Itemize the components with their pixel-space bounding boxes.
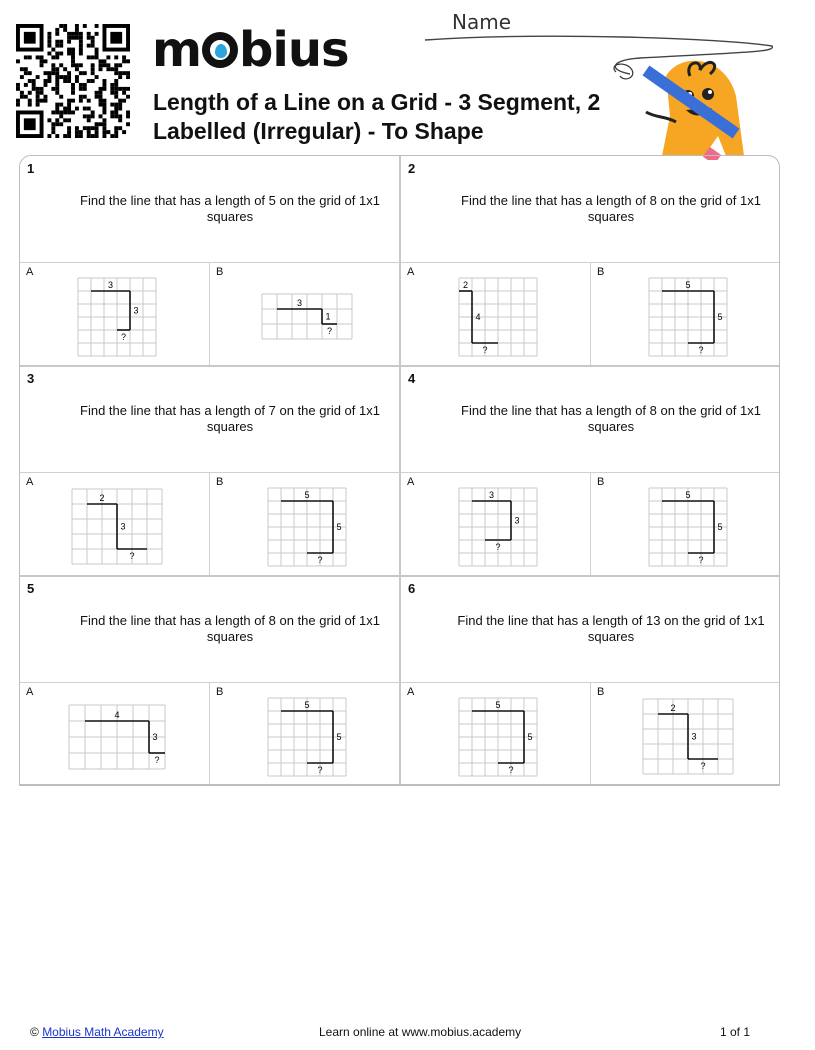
- line-grid-figure: [649, 278, 727, 356]
- segment-label: 3: [488, 490, 495, 500]
- line-grid-figure: [643, 699, 733, 774]
- answer-option-b[interactable]: [210, 682, 400, 785]
- line-grid-figure: [78, 278, 156, 356]
- question-number: 2: [408, 161, 416, 176]
- question-prompt: [20, 156, 400, 262]
- segment-label: ?: [317, 555, 323, 565]
- footer-copyright: © Mobius Math Academy: [30, 1025, 164, 1039]
- option-label: B: [216, 686, 224, 698]
- line-grid-figure: [649, 488, 727, 566]
- page-number: 1 of 1: [720, 1025, 751, 1039]
- segment-label: 3: [296, 298, 303, 308]
- option-label: A: [407, 686, 415, 698]
- segment-label: ?: [495, 542, 501, 552]
- answer-option-b[interactable]: [591, 262, 780, 365]
- question-number: 3: [27, 371, 35, 386]
- segment-label: 5: [685, 490, 691, 500]
- line-grid-figure: [459, 278, 537, 356]
- question-4: [401, 366, 780, 576]
- question-number: 4: [408, 371, 416, 386]
- logo-drop-icon: [202, 32, 238, 68]
- question-text: Find the line that has a length of 13 on the grid of 1x1 squares: [457, 613, 765, 644]
- segment-label: 5: [336, 522, 342, 532]
- question-text: Find the line that has a length of 8 on the grid of 1x1 squares: [461, 193, 761, 224]
- mobius-academy-link[interactable]: Mobius Math Academy: [42, 1025, 164, 1039]
- footer-center-text: Learn online at www.mobius.academy: [319, 1025, 522, 1039]
- segment-label: 3: [133, 305, 139, 316]
- question-number: 5: [27, 581, 35, 596]
- segment-label: 2: [670, 703, 676, 713]
- segment-label: 2: [462, 280, 469, 290]
- segment-label: ?: [698, 345, 704, 355]
- answer-option-b[interactable]: [591, 472, 780, 575]
- option-label: A: [26, 266, 34, 278]
- option-label: B: [216, 476, 224, 488]
- segment-label: ?: [482, 345, 488, 355]
- question-text: Find the line that has a length of 5 on the grid of 1x1 squares: [80, 193, 380, 224]
- question-number: 6: [408, 581, 416, 596]
- question-1: [20, 156, 400, 366]
- mobius-logo: m bius: [152, 22, 349, 78]
- segment-label: 5: [336, 732, 342, 742]
- question-prompt: [401, 576, 780, 682]
- question-text: Find the line that has a length of 8 on the grid of 1x1 squares: [80, 613, 380, 644]
- answer-option-a[interactable]: [401, 262, 591, 365]
- segment-label: ?: [698, 555, 704, 565]
- option-label: B: [597, 266, 605, 278]
- question-prompt: [20, 366, 400, 472]
- answer-option-a[interactable]: [20, 262, 210, 365]
- option-label: A: [407, 266, 415, 278]
- segment-label: 2: [99, 493, 105, 503]
- segment-label: 4: [114, 710, 120, 720]
- question-3: [20, 366, 400, 576]
- segment-label: 5: [304, 700, 310, 710]
- segment-label: 5: [717, 312, 723, 322]
- worksheet-grid: [19, 155, 780, 786]
- name-label: Name: [452, 10, 512, 34]
- option-label: A: [26, 476, 34, 488]
- option-label: B: [597, 686, 605, 698]
- segment-label: ?: [700, 761, 706, 771]
- line-grid-figure: [69, 705, 165, 769]
- segment-label: 5: [685, 280, 691, 290]
- line-grid-figure: [262, 294, 352, 339]
- question-2: [401, 156, 780, 366]
- segment-label: 5: [527, 732, 533, 742]
- question-text: Find the line that has a length of 8 on the grid of 1x1 squares: [461, 403, 761, 434]
- answer-option-b[interactable]: [210, 472, 400, 575]
- segment-label: 5: [717, 522, 723, 532]
- option-label: B: [216, 266, 224, 278]
- segment-label: 4: [475, 312, 481, 322]
- segment-label: 3: [691, 731, 697, 742]
- question-number: 1: [27, 161, 35, 176]
- segment-label: 3: [107, 280, 114, 290]
- segment-label: 5: [304, 490, 310, 500]
- segment-label: ?: [317, 765, 323, 775]
- question-prompt: [20, 576, 400, 682]
- segment-label: ?: [154, 755, 160, 765]
- line-grid-figure: [459, 488, 537, 566]
- worksheet-title: Length of a Line on a Grid - 3 Segment, 2 Labelled (Irregular) - To Shape: [153, 89, 601, 144]
- question-prompt: [401, 156, 780, 262]
- answer-option-b[interactable]: [210, 262, 400, 365]
- answer-option-a[interactable]: [401, 472, 591, 575]
- segment-label: 3: [120, 521, 126, 532]
- question-text: Find the line that has a length of 7 on the grid of 1x1 squares: [80, 403, 380, 434]
- line-grid-figure: [268, 488, 346, 566]
- option-label: A: [407, 476, 415, 488]
- question-6: [401, 576, 780, 786]
- segment-label: ?: [508, 765, 514, 775]
- segment-label: 3: [514, 515, 520, 526]
- answer-option-b[interactable]: [591, 682, 780, 785]
- question-prompt: [401, 366, 780, 472]
- segment-label: ?: [120, 332, 127, 342]
- segment-label: 5: [495, 700, 501, 710]
- answer-option-a[interactable]: [401, 682, 591, 785]
- option-label: B: [597, 476, 605, 488]
- segment-label: 1: [325, 311, 331, 322]
- line-grid-figure: [268, 698, 346, 776]
- answer-option-a[interactable]: [20, 682, 210, 785]
- question-5: [20, 576, 400, 786]
- qr-code: [16, 24, 130, 138]
- segment-label: ?: [129, 551, 135, 561]
- option-label: A: [26, 686, 34, 698]
- segment-label: 3: [152, 732, 158, 742]
- line-grid-figure: [459, 698, 537, 776]
- segment-label: ?: [326, 326, 333, 336]
- line-grid-figure: [72, 489, 162, 564]
- answer-option-a[interactable]: [20, 472, 210, 575]
